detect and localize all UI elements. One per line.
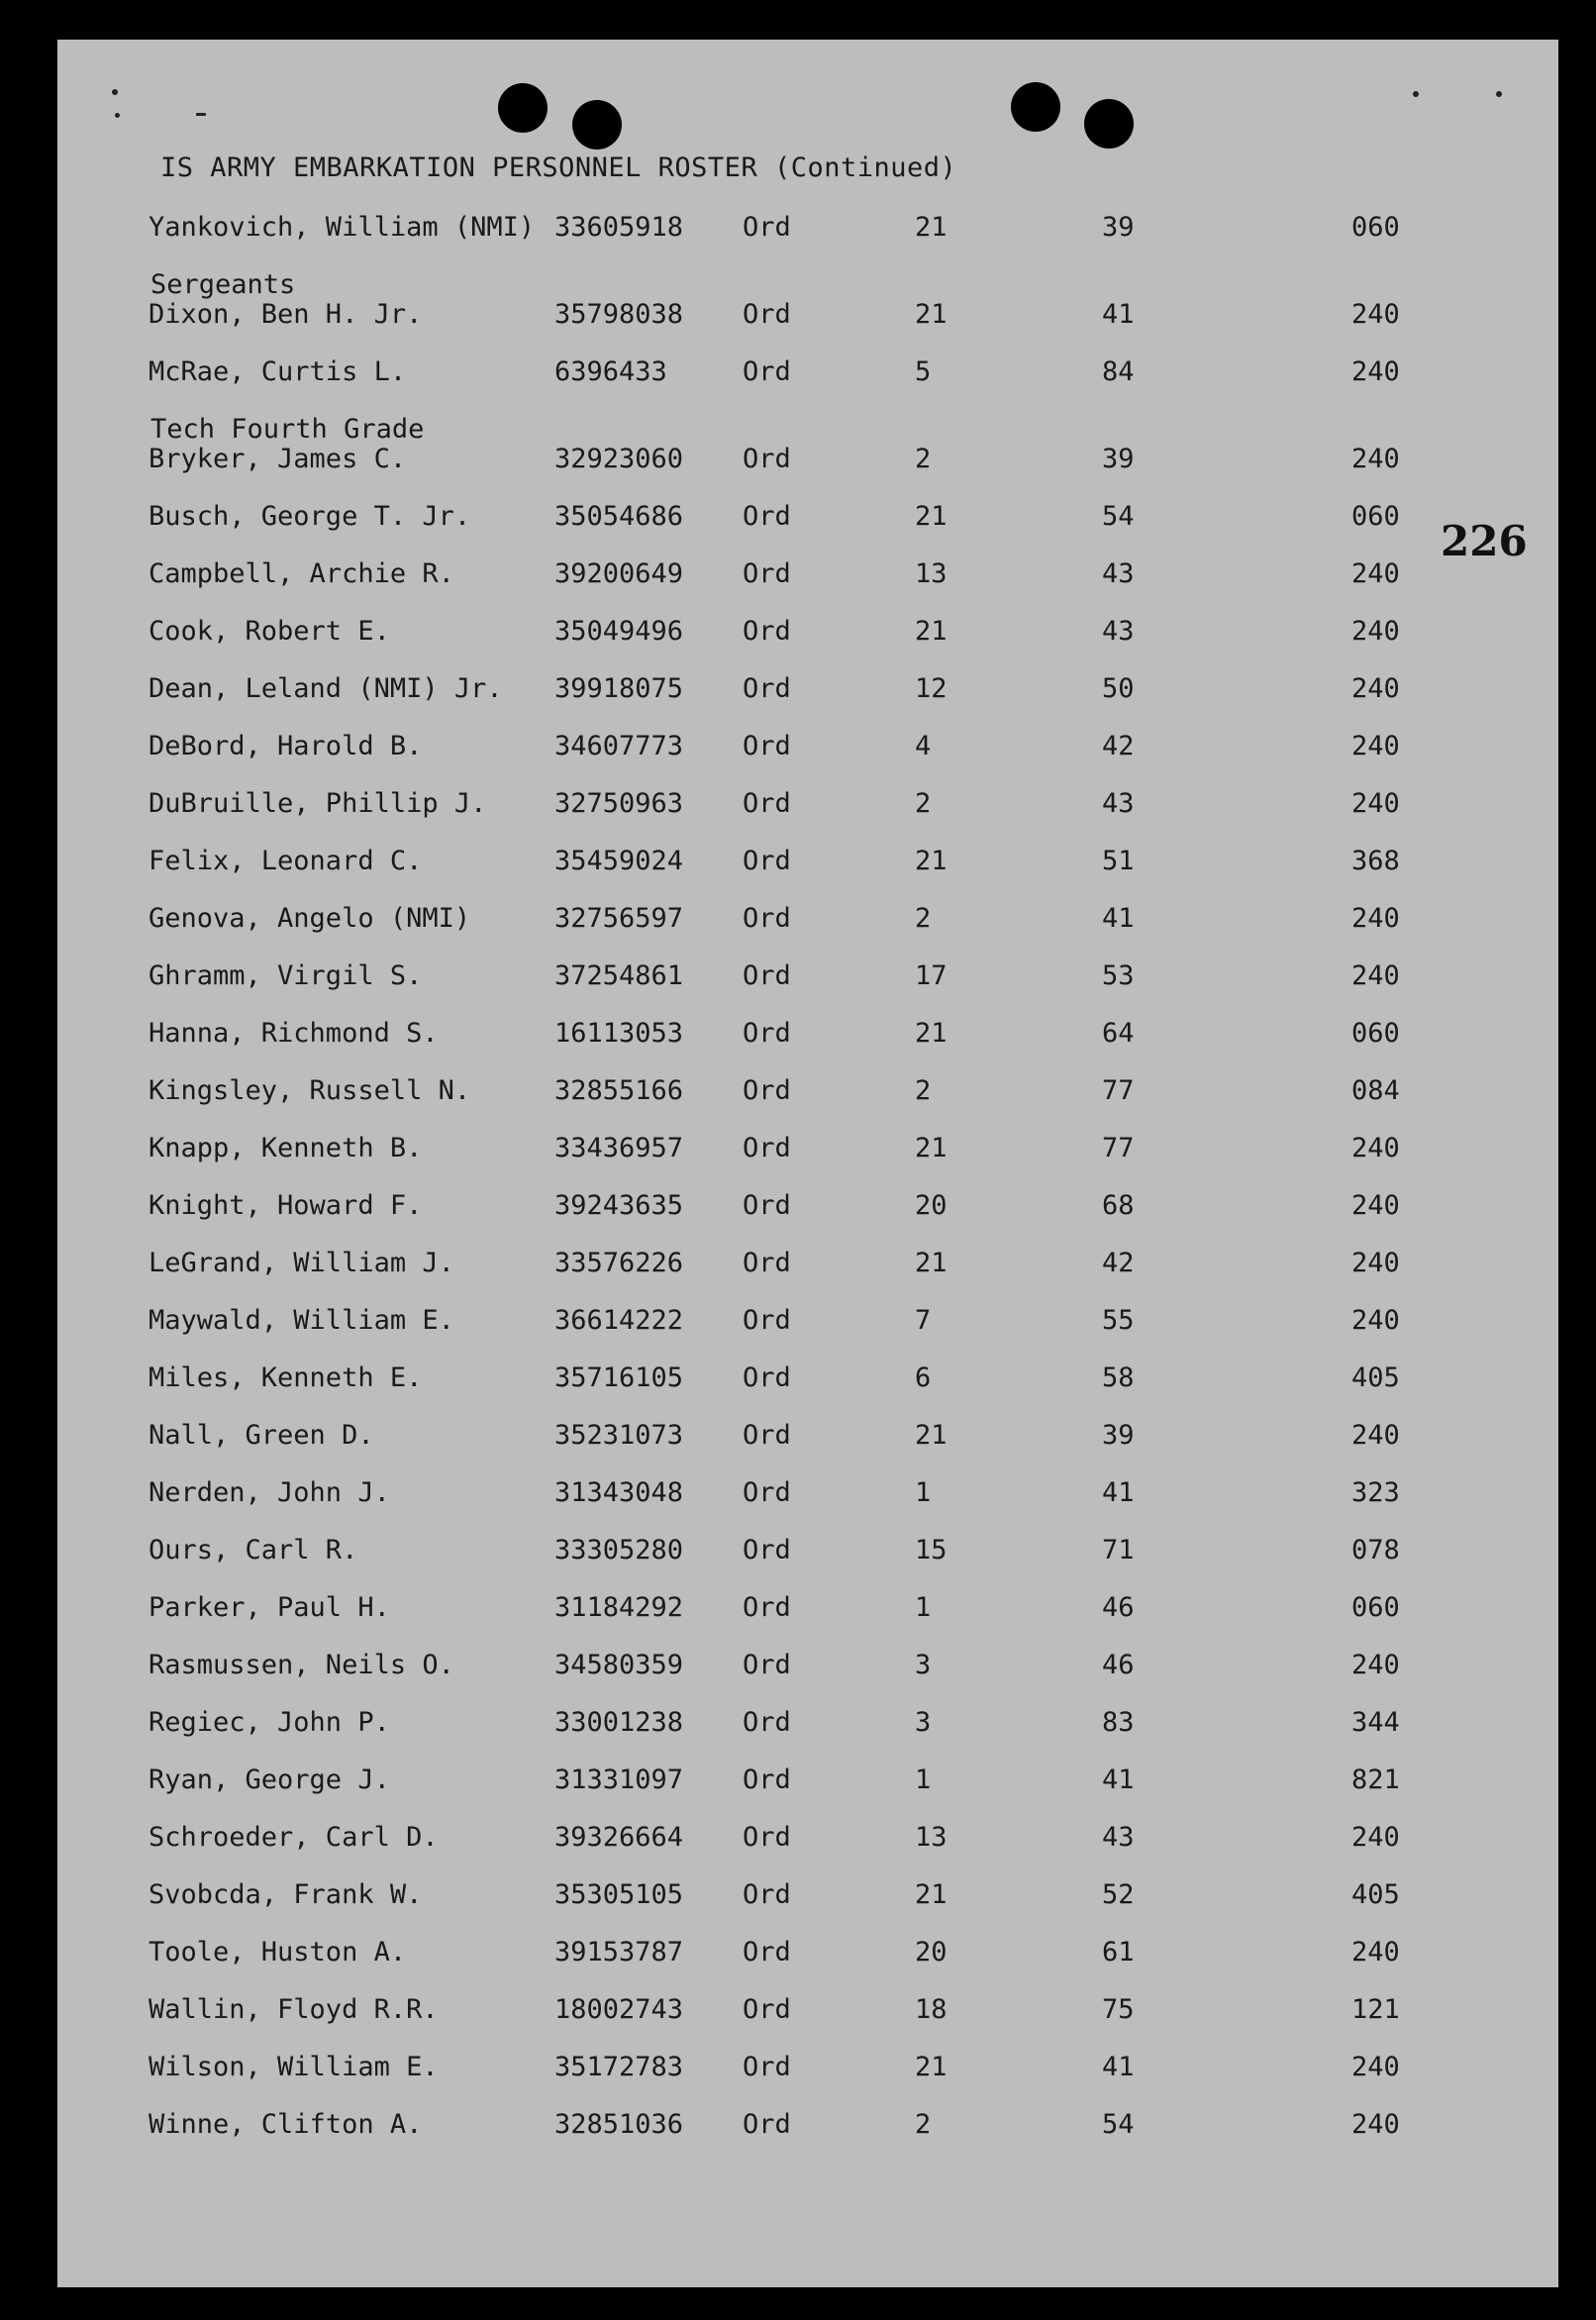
column-value: 240 (1351, 2109, 1400, 2140)
branch: Ord (743, 1592, 791, 1623)
column-value: 078 (1351, 1535, 1400, 1565)
person-name: Felix, Leonard C. (149, 846, 423, 876)
serial-number: 33305280 (554, 1535, 684, 1565)
column-value: 240 (1351, 788, 1400, 819)
person-name: Ours, Carl R. (149, 1535, 358, 1565)
roster-row (0, 1592, 1596, 1632)
serial-number: 37254861 (554, 960, 684, 991)
column-value: 51 (1102, 846, 1135, 876)
person-name: Toole, Huston A. (149, 1937, 407, 1967)
column-value: 368 (1351, 846, 1400, 876)
column-value: 240 (1351, 1305, 1400, 1336)
serial-number: 36614222 (554, 1305, 684, 1336)
roster-row (0, 788, 1596, 828)
person-name: Dean, Leland (NMI) Jr. (149, 673, 503, 704)
roster-row (0, 1018, 1596, 1058)
person-name: Miles, Kenneth E. (149, 1362, 423, 1393)
branch: Ord (743, 1937, 791, 1967)
column-value: 17 (915, 960, 948, 991)
serial-number: 35172783 (554, 2052, 684, 2082)
serial-number: 39200649 (554, 558, 684, 589)
person-name: Knapp, Kenneth B. (149, 1133, 423, 1163)
column-value: 060 (1351, 212, 1400, 243)
branch: Ord (743, 1190, 791, 1221)
person-name: Genova, Angelo (NMI) (149, 903, 471, 934)
branch: Ord (743, 1994, 791, 2025)
branch: Ord (743, 731, 791, 761)
person-name: Wallin, Floyd R.R. (149, 1994, 439, 2025)
serial-number: 16113053 (554, 1018, 684, 1049)
branch: Ord (743, 1879, 791, 1910)
serial-number: 6396433 (554, 356, 667, 387)
serial-number: 33605918 (554, 212, 684, 243)
column-value: 41 (1102, 1765, 1135, 1795)
person-name: Ryan, George J. (149, 1765, 390, 1795)
serial-number: 39243635 (554, 1190, 684, 1221)
column-value: 20 (915, 1937, 948, 1967)
column-value: 41 (1102, 299, 1135, 330)
column-value: 42 (1102, 731, 1135, 761)
column-value: 13 (915, 1822, 948, 1853)
column-value: 61 (1102, 1937, 1135, 1967)
column-value: 821 (1351, 1765, 1400, 1795)
column-value: 68 (1102, 1190, 1135, 1221)
person-name: Dixon, Ben H. Jr. (149, 299, 423, 330)
serial-number: 35459024 (554, 846, 684, 876)
person-name: Rasmussen, Neils O. (149, 1650, 454, 1680)
roster-row (0, 1535, 1596, 1574)
punch-hole (1084, 99, 1134, 149)
column-value: 405 (1351, 1362, 1400, 1393)
roster-row (0, 2052, 1596, 2091)
column-value: 1 (915, 1477, 932, 1508)
branch: Ord (743, 788, 791, 819)
branch: Ord (743, 846, 791, 876)
roster-row (0, 1707, 1596, 1747)
column-value: 21 (915, 1133, 948, 1163)
grade-heading: Tech Fourth Grade (150, 414, 425, 445)
column-value: 121 (1351, 1994, 1400, 2025)
serial-number: 33436957 (554, 1133, 684, 1163)
column-value: 55 (1102, 1305, 1135, 1336)
column-value: 83 (1102, 1707, 1135, 1738)
column-value: 64 (1102, 1018, 1135, 1049)
column-value: 39 (1102, 444, 1135, 474)
branch: Ord (743, 960, 791, 991)
roster-row (0, 1305, 1596, 1345)
column-value: 13 (915, 558, 948, 589)
serial-number: 35716105 (554, 1362, 684, 1393)
branch: Ord (743, 2109, 791, 2140)
serial-number: 39326664 (554, 1822, 684, 1853)
person-name: LeGrand, William J. (149, 1248, 454, 1278)
document-title: IS ARMY EMBARKATION PERSONNEL ROSTER (Continued) (160, 152, 957, 183)
roster-row (0, 1420, 1596, 1460)
grade-heading: Sergeants (150, 269, 296, 300)
roster-row (0, 1822, 1596, 1862)
column-value: 405 (1351, 1879, 1400, 1910)
branch: Ord (743, 616, 791, 647)
column-value: 77 (1102, 1075, 1135, 1106)
roster-row (0, 299, 1596, 339)
roster-row (0, 1190, 1596, 1230)
serial-number: 32851036 (554, 2109, 684, 2140)
column-value: 50 (1102, 673, 1135, 704)
roster-row (0, 960, 1596, 1000)
roster-row (0, 731, 1596, 770)
column-value: 240 (1351, 1248, 1400, 1278)
column-value: 1 (915, 1765, 932, 1795)
column-value: 2 (915, 903, 932, 934)
person-name: Campbell, Archie R. (149, 558, 454, 589)
column-value: 77 (1102, 1133, 1135, 1163)
column-value: 240 (1351, 1937, 1400, 1967)
column-value: 12 (915, 673, 948, 704)
roster-row (0, 1248, 1596, 1287)
column-value: 41 (1102, 2052, 1135, 2082)
serial-number: 33001238 (554, 1707, 684, 1738)
branch: Ord (743, 1822, 791, 1853)
column-value: 39 (1102, 1420, 1135, 1451)
column-value: 43 (1102, 558, 1135, 589)
column-value: 21 (915, 212, 948, 243)
column-value: 060 (1351, 1018, 1400, 1049)
column-value: 4 (915, 731, 932, 761)
person-name: Winne, Clifton A. (149, 2109, 423, 2140)
paper-speck (1496, 91, 1502, 97)
branch: Ord (743, 1650, 791, 1680)
roster-row (0, 1075, 1596, 1115)
column-value: 43 (1102, 1822, 1135, 1853)
person-name: Schroeder, Carl D. (149, 1822, 439, 1853)
column-value: 21 (915, 616, 948, 647)
person-name: Ghramm, Virgil S. (149, 960, 423, 991)
column-value: 41 (1102, 1477, 1135, 1508)
column-value: 52 (1102, 1879, 1135, 1910)
branch: Ord (743, 1420, 791, 1451)
branch: Ord (743, 903, 791, 934)
column-value: 084 (1351, 1075, 1400, 1106)
person-name: Kingsley, Russell N. (149, 1075, 471, 1106)
person-name: Nall, Green D. (149, 1420, 374, 1451)
punch-hole (498, 83, 548, 133)
column-value: 54 (1102, 2109, 1135, 2140)
column-value: 53 (1102, 960, 1135, 991)
column-value: 39 (1102, 212, 1135, 243)
column-value: 1 (915, 1592, 932, 1623)
roster-row (0, 1879, 1596, 1919)
column-value: 54 (1102, 501, 1135, 532)
column-value: 21 (915, 1420, 948, 1451)
column-value: 71 (1102, 1535, 1135, 1565)
branch: Ord (743, 1018, 791, 1049)
roster-row (0, 1133, 1596, 1172)
column-value: 41 (1102, 903, 1135, 934)
paper-speck (112, 89, 118, 95)
column-value: 58 (1102, 1362, 1135, 1393)
column-value: 240 (1351, 731, 1400, 761)
column-value: 240 (1351, 1420, 1400, 1451)
roster-row (0, 673, 1596, 713)
roster-row (0, 616, 1596, 656)
branch: Ord (743, 1707, 791, 1738)
roster-row (0, 1937, 1596, 1976)
column-value: 240 (1351, 1822, 1400, 1853)
column-value: 060 (1351, 1592, 1400, 1623)
person-name: Busch, George T. Jr. (149, 501, 471, 532)
column-value: 46 (1102, 1592, 1135, 1623)
column-value: 240 (1351, 960, 1400, 991)
branch: Ord (743, 212, 791, 243)
branch: Ord (743, 1477, 791, 1508)
column-value: 42 (1102, 1248, 1135, 1278)
serial-number: 18002743 (554, 1994, 684, 2025)
roster-row (0, 356, 1596, 396)
person-name: Svobcda, Frank W. (149, 1879, 423, 1910)
column-value: 240 (1351, 903, 1400, 934)
branch: Ord (743, 673, 791, 704)
serial-number: 32756597 (554, 903, 684, 934)
column-value: 7 (915, 1305, 932, 1336)
person-name: Knight, Howard F. (149, 1190, 423, 1221)
person-name: Nerden, John J. (149, 1477, 390, 1508)
punch-hole (1011, 82, 1060, 132)
roster-row (0, 501, 1596, 541)
column-value: 2 (915, 2109, 932, 2140)
serial-number: 35305105 (554, 1879, 684, 1910)
serial-number: 32855166 (554, 1075, 684, 1106)
column-value: 240 (1351, 444, 1400, 474)
column-value: 21 (915, 1248, 948, 1278)
serial-number: 39918075 (554, 673, 684, 704)
column-value: 2 (915, 444, 932, 474)
person-name: DeBord, Harold B. (149, 731, 423, 761)
branch: Ord (743, 1362, 791, 1393)
roster-row (0, 1362, 1596, 1402)
serial-number: 33576226 (554, 1248, 684, 1278)
serial-number: 35231073 (554, 1420, 684, 1451)
column-value: 46 (1102, 1650, 1135, 1680)
branch: Ord (743, 1535, 791, 1565)
roster-row (0, 212, 1596, 252)
roster-row (0, 1477, 1596, 1517)
column-value: 344 (1351, 1707, 1400, 1738)
roster-row (0, 1650, 1596, 1689)
serial-number: 34607773 (554, 731, 684, 761)
column-value: 240 (1351, 558, 1400, 589)
serial-number: 32750963 (554, 788, 684, 819)
branch: Ord (743, 1075, 791, 1106)
person-name: Bryker, James C. (149, 444, 407, 474)
column-value: 84 (1102, 356, 1135, 387)
roster-row (0, 846, 1596, 885)
column-value: 20 (915, 1190, 948, 1221)
column-value: 21 (915, 2052, 948, 2082)
branch: Ord (743, 1765, 791, 1795)
column-value: 15 (915, 1535, 948, 1565)
column-value: 21 (915, 299, 948, 330)
serial-number: 31331097 (554, 1765, 684, 1795)
serial-number: 35798038 (554, 299, 684, 330)
column-value: 2 (915, 788, 932, 819)
branch: Ord (743, 558, 791, 589)
person-name: McRae, Curtis L. (149, 356, 407, 387)
column-value: 18 (915, 1994, 948, 2025)
column-value: 240 (1351, 356, 1400, 387)
branch: Ord (743, 1305, 791, 1336)
column-value: 21 (915, 1879, 948, 1910)
roster-row (0, 1994, 1596, 2034)
paper-speck (1413, 91, 1419, 97)
column-value: 5 (915, 356, 932, 387)
column-value: 3 (915, 1650, 932, 1680)
person-name: Cook, Robert E. (149, 616, 390, 647)
column-value: 21 (915, 501, 948, 532)
roster-row (0, 444, 1596, 483)
column-value: 060 (1351, 501, 1400, 532)
serial-number: 35049496 (554, 616, 684, 647)
branch: Ord (743, 299, 791, 330)
serial-number: 35054686 (554, 501, 684, 532)
column-value: 75 (1102, 1994, 1135, 2025)
column-value: 43 (1102, 616, 1135, 647)
column-value: 6 (915, 1362, 932, 1393)
column-value: 240 (1351, 299, 1400, 330)
person-name: Maywald, William E. (149, 1305, 454, 1336)
column-value: 43 (1102, 788, 1135, 819)
branch: Ord (743, 1133, 791, 1163)
serial-number: 31343048 (554, 1477, 684, 1508)
branch: Ord (743, 1248, 791, 1278)
column-value: 21 (915, 846, 948, 876)
column-value: 323 (1351, 1477, 1400, 1508)
column-value: 3 (915, 1707, 932, 1738)
person-name: Wilson, William E. (149, 2052, 439, 2082)
branch: Ord (743, 501, 791, 532)
branch: Ord (743, 444, 791, 474)
roster-row (0, 903, 1596, 943)
serial-number: 39153787 (554, 1937, 684, 1967)
column-value: 240 (1351, 1650, 1400, 1680)
person-name: Hanna, Richmond S. (149, 1018, 439, 1049)
serial-number: 34580359 (554, 1650, 684, 1680)
roster-row (0, 2109, 1596, 2149)
column-value: 21 (915, 1018, 948, 1049)
person-name: Yankovich, William (NMI) (149, 212, 536, 243)
column-value: 240 (1351, 1190, 1400, 1221)
branch: Ord (743, 356, 791, 387)
column-value: 240 (1351, 616, 1400, 647)
branch: Ord (743, 2052, 791, 2082)
person-name: DuBruille, Phillip J. (149, 788, 487, 819)
page-number-stamp: 226 (1441, 517, 1528, 565)
serial-number: 32923060 (554, 444, 684, 474)
person-name: Parker, Paul H. (149, 1592, 390, 1623)
paper-speck (196, 113, 206, 116)
roster-row (0, 558, 1596, 598)
column-value: 240 (1351, 673, 1400, 704)
column-value: 2 (915, 1075, 932, 1106)
column-value: 240 (1351, 2052, 1400, 2082)
punch-hole (572, 100, 622, 150)
serial-number: 31184292 (554, 1592, 684, 1623)
column-value: 240 (1351, 1133, 1400, 1163)
paper-speck (115, 113, 120, 118)
roster-row (0, 1765, 1596, 1804)
person-name: Regiec, John P. (149, 1707, 390, 1738)
